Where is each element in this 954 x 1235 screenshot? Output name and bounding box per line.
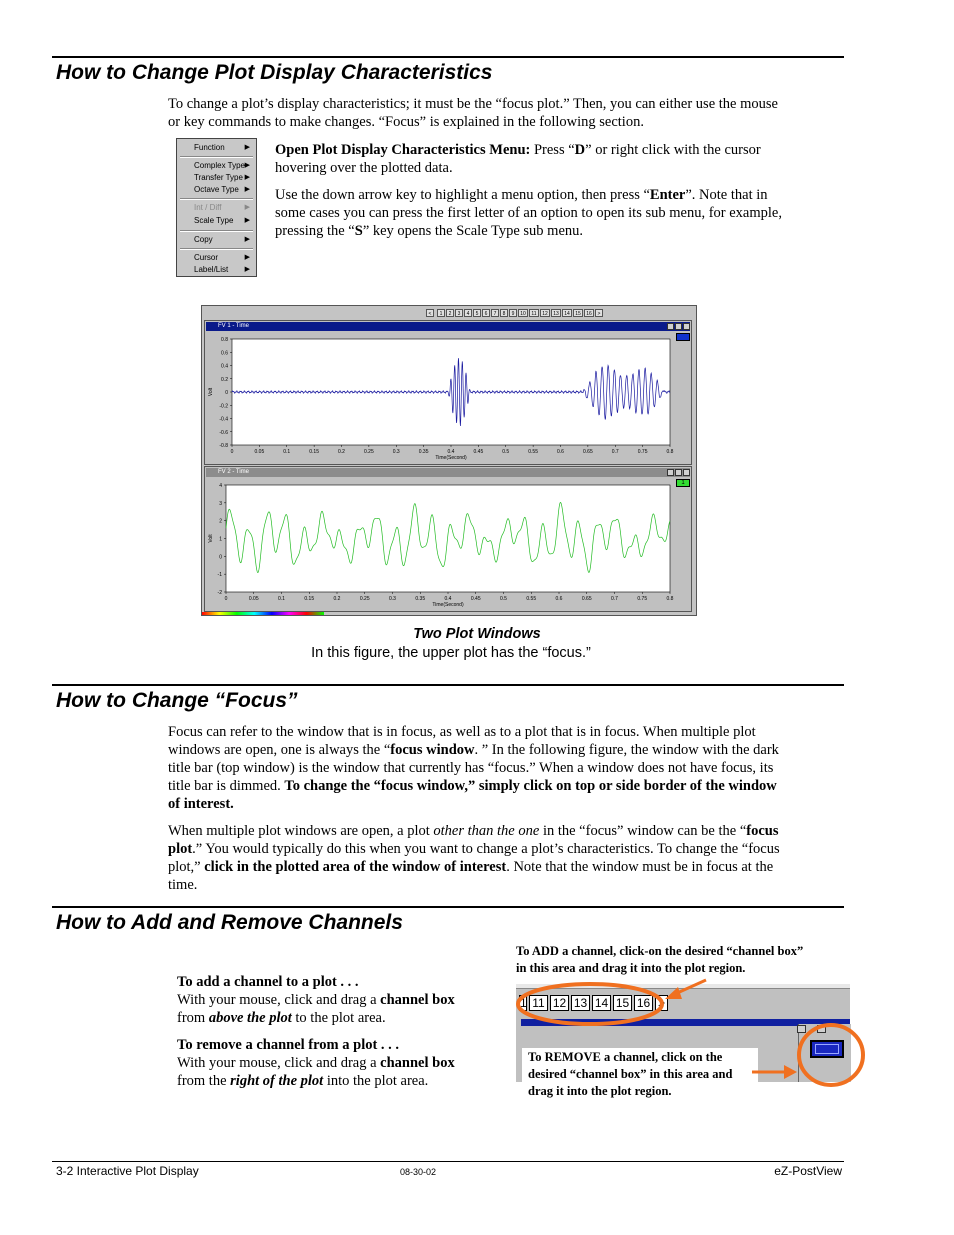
menu-separator (180, 198, 253, 200)
channel-box-13[interactable]: 13 (571, 995, 590, 1011)
x-tick-label: 0.8 (666, 449, 674, 455)
remove-callout-text: drag it into the plot region. (528, 1084, 672, 1098)
footer-right: eZ-PostView (774, 1164, 842, 1178)
channel-box-next[interactable]: > (655, 995, 668, 1011)
x-tick-label: 0.4 (447, 449, 455, 455)
x-tick-label: 0.8 (666, 596, 674, 602)
y-tick-label: 3 (219, 500, 222, 507)
focus-plot-paragraph: time. (168, 877, 198, 893)
y-tick-label: -0.2 (219, 403, 228, 410)
channel-box-right[interactable]: 1 (676, 479, 690, 487)
x-tick-label: 0.6 (557, 449, 564, 455)
plot-window-2[interactable] (204, 466, 692, 612)
menu-instructions: hovering over the plotted data. (275, 160, 453, 176)
orange-annotations (510, 975, 880, 1115)
x-tick-label: 0.65 (581, 596, 592, 602)
y-axis-label: Volt (208, 534, 214, 543)
add-area-highlight (518, 984, 662, 1024)
submenu-arrow-icon: ▶ (244, 162, 250, 169)
remove-callout-text: desired “channel box” in this area and (528, 1067, 733, 1081)
window-title-bar[interactable] (206, 322, 690, 331)
add-callout-text: To ADD a channel, click-on the desired “channel box” (516, 944, 804, 958)
x-tick-label: 0.25 (364, 449, 374, 455)
focus-plot-paragraph: plot,” click in the plotted area of the window of interest. Note that the window must be in focus at the (168, 859, 774, 875)
intro-line: or key commands to make changes. “Focus” is explained in the following section. (168, 114, 644, 130)
y-tick-label: -0.4 (219, 416, 228, 423)
menu-item-transfer-type[interactable]: Transfer Type ▶ (194, 173, 250, 182)
submenu-arrow-icon: ▶ (244, 266, 250, 273)
y-axis-label: Volt (208, 387, 214, 397)
channel-button-3[interactable]: 3 (455, 309, 463, 317)
x-tick-label: 0 (224, 596, 228, 602)
x-tick-label: 0.35 (415, 596, 426, 602)
menu-item-label-list[interactable]: Label/List ▶ (194, 265, 250, 274)
x-tick-label: 0.1 (278, 596, 285, 602)
channel-button-4[interactable]: 4 (464, 309, 472, 317)
submenu-arrow-icon: ▶ (244, 204, 250, 211)
maximize-button[interactable] (675, 323, 682, 330)
plot-2-chart[interactable] (206, 478, 672, 610)
remove-channel-text: from the right of the plot into the plot area. (177, 1073, 429, 1089)
x-tick-label: 0.25 (359, 596, 370, 602)
channel-box-partial[interactable]: 1 (520, 996, 527, 1010)
channel-button-14[interactable]: 14 (562, 309, 572, 317)
channel-button-next[interactable]: > (595, 309, 603, 317)
section-rule (52, 684, 844, 686)
focus-plot-paragraph: When multiple plot windows are open, a plot other than the one in the “focus” window can be the “focus (168, 823, 779, 839)
y-tick-label: 0.2 (221, 376, 228, 383)
x-tick-label: 0.35 (418, 449, 429, 455)
submenu-arrow-icon: ▶ (244, 254, 250, 261)
plot-area (226, 485, 670, 592)
focus-paragraph: title bar (top window) is the window that currently has “focus.” When a window does not have focus, its (168, 760, 774, 776)
x-axis-label: Time(Second) (435, 455, 467, 461)
section-heading-channels: How to Add and Remove Channels (56, 911, 403, 934)
submenu-arrow-icon: ▶ (244, 186, 250, 193)
x-tick-label: 0.2 (338, 449, 345, 455)
submenu-arrow-icon: ▶ (244, 144, 250, 151)
remove-arrowhead (784, 1065, 797, 1079)
plot-context-menu (176, 138, 257, 277)
channel-box-14[interactable]: 14 (592, 995, 611, 1011)
y-tick-label: 0.4 (221, 363, 228, 370)
submenu-arrow-icon: ▶ (244, 236, 250, 243)
footer-rule (52, 1161, 844, 1162)
y-tick-label: 0 (219, 554, 222, 561)
channel-button-15[interactable]: 15 (573, 309, 583, 317)
figure-caption-title: Two Plot Windows (413, 626, 541, 642)
y-tick-label: 4 (219, 483, 222, 489)
channel-button-12[interactable]: 12 (540, 309, 550, 317)
close-button[interactable] (683, 469, 690, 476)
y-tick-label: 0 (225, 390, 228, 396)
add-arrowhead (665, 987, 682, 999)
close-button[interactable] (683, 323, 690, 330)
channel-button-11[interactable]: 11 (529, 309, 539, 317)
y-tick-label: -2 (217, 590, 222, 596)
add-channel-title: To add a channel to a plot . . . (177, 974, 359, 990)
x-tick-label: 0.7 (611, 596, 618, 602)
add-callout-text: in this area and drag it into the plot region. (516, 961, 746, 975)
menu-item-scale-type[interactable]: Scale Type ▶ (194, 216, 250, 225)
x-tick-label: 0.45 (473, 449, 484, 455)
x-tick-label: 0.75 (637, 449, 648, 455)
x-tick-label: 0.5 (502, 449, 510, 455)
x-tick-label: 0.75 (637, 596, 648, 602)
minimize-button[interactable] (667, 469, 674, 476)
x-tick-label: 0.6 (555, 596, 563, 602)
x-tick-label: 0.3 (392, 449, 400, 455)
minimize-button[interactable] (667, 323, 674, 330)
figure-caption-text: In this figure, the upper plot has the “focus.” (311, 645, 591, 661)
channel-button-7[interactable]: 7 (491, 309, 499, 317)
menu-item-cursor[interactable]: Cursor ▶ (194, 253, 250, 262)
color-palette-strip (202, 612, 324, 615)
y-tick-label: 0.6 (221, 350, 228, 357)
channel-box-right[interactable] (676, 333, 690, 341)
menu-navigation-text: pressing the “S” key opens the Scale Type sub menu. (275, 223, 584, 239)
add-channel-text: from above the plot to the plot area. (177, 1010, 386, 1026)
plot-1-chart[interactable] (206, 332, 672, 463)
channel-box-11[interactable]: 11 (529, 995, 548, 1011)
x-tick-label: 0.55 (528, 449, 538, 455)
x-tick-label: 0.1 (283, 449, 291, 455)
focus-paragraph: title bar is dimmed. To change the “focus window,” simply click on top or side border of the window (168, 778, 777, 794)
channel-button-2[interactable]: 2 (446, 309, 454, 317)
window-title: FV 1 - Time (218, 323, 250, 329)
focus-plot-paragraph: plot.” You would typically do this when you want to change a plot’s characteristics. To change the “focus (168, 841, 780, 857)
menu-item-complex-type[interactable]: Complex Type ▶ (194, 161, 250, 170)
focus-paragraph: of interest. (168, 796, 234, 812)
menu-separator (180, 248, 253, 250)
channel-button-8[interactable]: 8 (500, 309, 508, 317)
section-heading-focus: How to Change “Focus” (56, 689, 298, 712)
section-rule (52, 906, 844, 908)
x-tick-label: 0.2 (333, 596, 341, 602)
channel-box-16[interactable]: 16 (634, 995, 653, 1011)
y-tick-label: 1 (219, 536, 222, 543)
submenu-arrow-icon: ▶ (244, 174, 250, 181)
channel-button-5[interactable]: 5 (473, 309, 481, 317)
menu-item-function[interactable]: Function ▶ (194, 143, 250, 152)
submenu-arrow-icon: ▶ (244, 217, 250, 224)
x-tick-label: 0.65 (583, 449, 593, 455)
channel-button-16[interactable]: 16 (584, 309, 594, 317)
channel-box-12[interactable]: 12 (550, 995, 569, 1011)
menu-item-copy[interactable]: Copy ▶ (194, 235, 250, 244)
x-tick-label: 0.15 (309, 449, 319, 455)
y-tick-label: -0.8 (219, 443, 228, 449)
menu-instructions: Open Plot Display Characteristics Menu: Press “D” or right click with the cursor (275, 142, 761, 158)
menu-navigation-text: Use the down arrow key to highlight a menu option, then press “Enter”. Note that in (275, 187, 768, 203)
y-tick-label: -0.6 (219, 429, 228, 436)
channel-box-15[interactable]: 15 (613, 995, 632, 1011)
x-tick-label: 0.7 (611, 449, 619, 455)
intro-line: To change a plot’s display characteristics; it must be the “focus plot.” Then, you can either use the mouse (168, 96, 778, 112)
y-tick-label: 0.8 (221, 337, 228, 343)
window-title-bar[interactable] (206, 468, 690, 477)
channel-button-13[interactable]: 13 (551, 309, 561, 317)
x-tick-label: 0.05 (248, 596, 259, 602)
x-tick-label: 0.3 (389, 596, 396, 602)
channel-button-1[interactable]: 1 (437, 309, 445, 317)
two-plot-windows-figure (201, 305, 697, 616)
channel-button-6[interactable]: 6 (482, 309, 490, 317)
remove-channel-text: With your mouse, click and drag a channel box (177, 1055, 455, 1071)
footer-date: 08-30-02 (400, 1167, 437, 1177)
x-tick-label: 0.4 (444, 596, 452, 602)
x-tick-label: 0.55 (526, 596, 537, 602)
add-arrow (675, 980, 706, 994)
channel-button-prev[interactable]: < (426, 309, 434, 317)
x-tick-label: 0.45 (470, 596, 481, 602)
menu-item-int-diff: Int / Diff ▶ (194, 203, 250, 212)
menu-separator (180, 230, 253, 232)
channel-button-9[interactable]: 9 (509, 309, 517, 317)
focus-paragraph: windows are open, one is always the “focus window. ” In the following figure, the window with the dark (168, 742, 779, 758)
y-tick-label: 2 (219, 518, 222, 525)
menu-separator (180, 156, 253, 158)
menu-navigation-text: some cases you can press the first letter of an option to open its sub menu, for example, (275, 205, 782, 221)
window-title: FV 2 - Time (218, 469, 250, 475)
remove-area-highlight (799, 1025, 863, 1085)
maximize-button[interactable] (675, 469, 682, 476)
x-tick-label: 0.15 (304, 596, 315, 602)
channel-button-10[interactable]: 10 (518, 309, 528, 317)
menu-item-octave-type[interactable]: Octave Type ▶ (194, 185, 250, 194)
x-axis-label: Time(Second) (432, 602, 464, 608)
section-rule (52, 56, 844, 58)
plot-window-1[interactable] (204, 320, 692, 465)
remove-channel-title: To remove a channel from a plot . . . (177, 1037, 400, 1053)
x-tick-label: 0 (230, 449, 234, 455)
remove-callout-text: To REMOVE a channel, click on the (528, 1050, 723, 1064)
footer-left: 3-2 Interactive Plot Display (56, 1164, 199, 1178)
x-tick-label: 0.05 (254, 449, 265, 455)
y-tick-label: -1 (217, 572, 222, 579)
add-channel-text: With your mouse, click and drag a channel box (177, 992, 455, 1008)
x-tick-label: 0.5 (500, 596, 507, 602)
focus-paragraph: Focus can refer to the window that is in focus, as well as to a plot that is in focus. When multiple plot (168, 724, 756, 740)
section-heading-plot-display: How to Change Plot Display Characteristics (56, 61, 493, 84)
